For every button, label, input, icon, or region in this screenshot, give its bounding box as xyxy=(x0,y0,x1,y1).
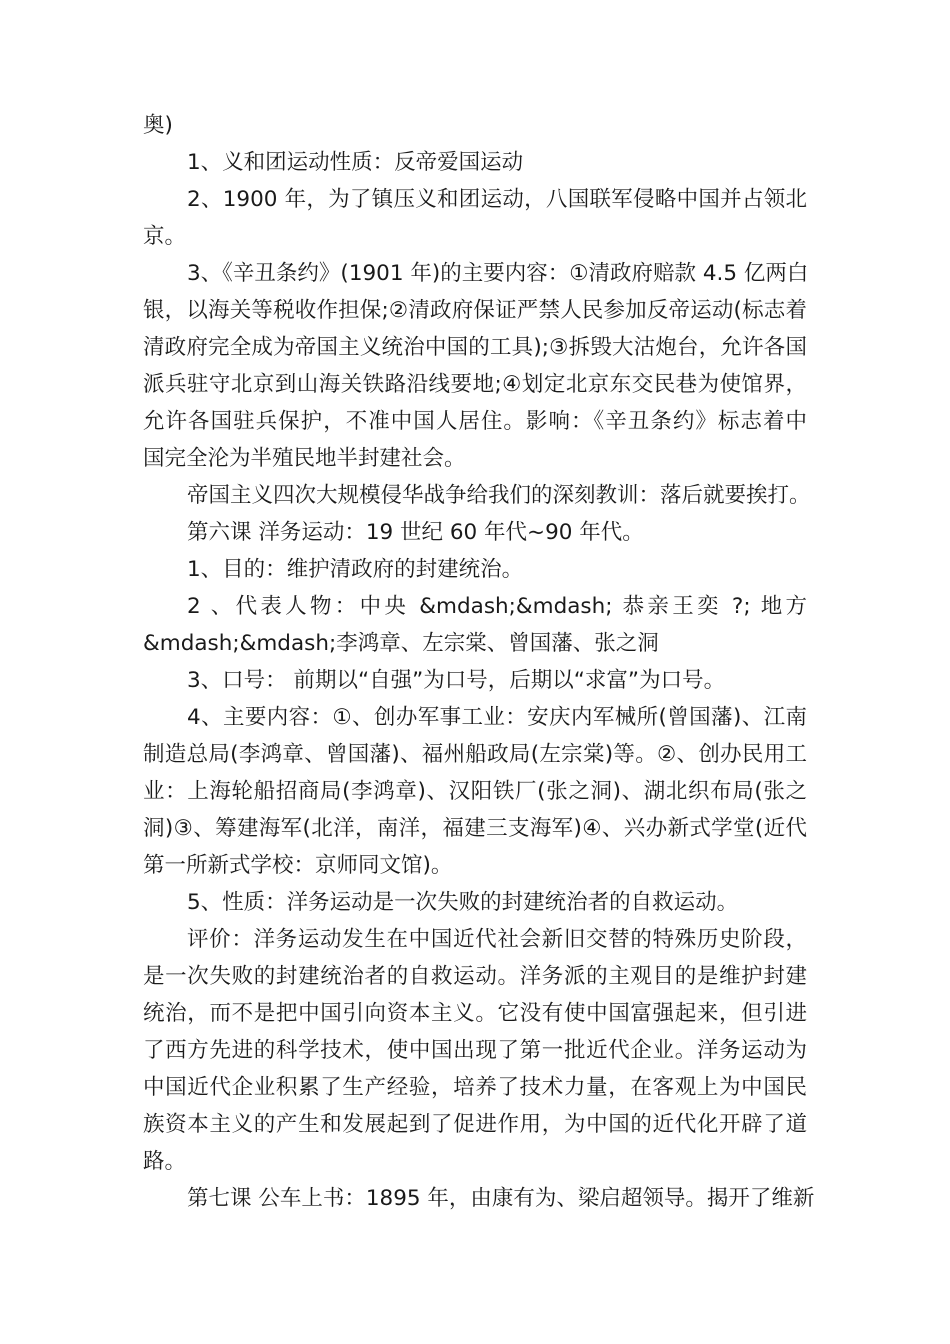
text-line: 2 、代表人物：中央 &mdash;&mdash; 恭亲王奕 ?; 地方 xyxy=(187,594,807,619)
text-line: 制造总局(李鸿章、曾国藩)、福州船政局(左宗棠)等。②、创办民用工 xyxy=(143,742,807,767)
text-line: 帝国主义四次大规模侵华战争给我们的深刻教训：落后就要挨打。 xyxy=(187,483,811,508)
text-line: 3、口号： 前期以“自强”为口号，后期以“求富”为口号。 xyxy=(187,668,726,693)
text-line: 3、《辛丑条约》(1901 年)的主要内容：①清政府赔款 4.5 亿两白 xyxy=(187,261,809,286)
text-line: 1、义和团运动性质：反帝爱国运动 xyxy=(187,150,524,175)
text-line: 清政府完全成为帝国主义统治中国的工具);③拆毁大沽炮台，允许各国 xyxy=(143,335,807,360)
text-line: 京。 xyxy=(143,224,187,249)
text-line: 派兵驻守北京到山海关铁路沿线要地;④划定北京东交民巷为使馆界， xyxy=(143,372,807,397)
text-line: 银，以海关等税收作担保;②清政府保证严禁人民参加反帝运动(标志着 xyxy=(143,298,807,323)
text-line: 统治，而不是把中国引向资本主义。它没有使中国富强起来，但引进 xyxy=(143,1001,807,1026)
text-line: 奥) xyxy=(143,113,173,138)
text-line: 族资本主义的产生和发展起到了促进作用，为中国的近代化开辟了道 xyxy=(143,1112,807,1137)
text-line: 业：上海轮船招商局(李鸿章)、汉阳铁厂(张之洞)、湖北织布局(张之 xyxy=(143,779,807,804)
text-line: 第一所新式学校：京师同文馆)。 xyxy=(143,853,453,878)
text-line: 1、目的：维护清政府的封建统治。 xyxy=(187,557,524,582)
text-line: 路。 xyxy=(143,1149,187,1174)
text-line: 中国近代企业积累了生产经验，培养了技术力量，在客观上为中国民 xyxy=(143,1075,807,1100)
text-line: 评价：洋务运动发生在中国近代社会新旧交替的特殊历史阶段， xyxy=(187,927,807,952)
text-line: 第七课 公车上书：1895 年，由康有为、梁启超领导。揭开了维新 xyxy=(187,1186,815,1211)
text-line: 2、1900 年，为了镇压义和团运动，八国联军侵略中国并占领北 xyxy=(187,187,807,212)
text-line: 洞)③、筹建海军(北洋，南洋，福建三支海军)④、兴办新式学堂(近代 xyxy=(143,816,807,841)
text-line: 5、性质：洋务运动是一次失败的封建统治者的自救运动。 xyxy=(187,890,739,915)
text-line: 是一次失败的封建统治者的自救运动。洋务派的主观目的是维护封建 xyxy=(143,964,807,989)
text-line: 国完全沦为半殖民地半封建社会。 xyxy=(143,446,466,471)
text-line: &mdash;&mdash;李鸿章、左宗棠、曾国藩、张之洞 xyxy=(143,631,659,656)
text-line: 了西方先进的科学技术，使中国出现了第一批近代企业。洋务运动为 xyxy=(143,1038,807,1063)
text-line: 4、主要内容：①、创办军事工业：安庆内军械所(曾国藩)、江南 xyxy=(187,705,807,730)
text-line: 第六课 洋务运动：19 世纪 60 年代~90 年代。 xyxy=(187,520,644,545)
text-line: 允许各国驻兵保护，不准中国人居住。影响：《辛丑条约》标志着中 xyxy=(143,409,807,434)
